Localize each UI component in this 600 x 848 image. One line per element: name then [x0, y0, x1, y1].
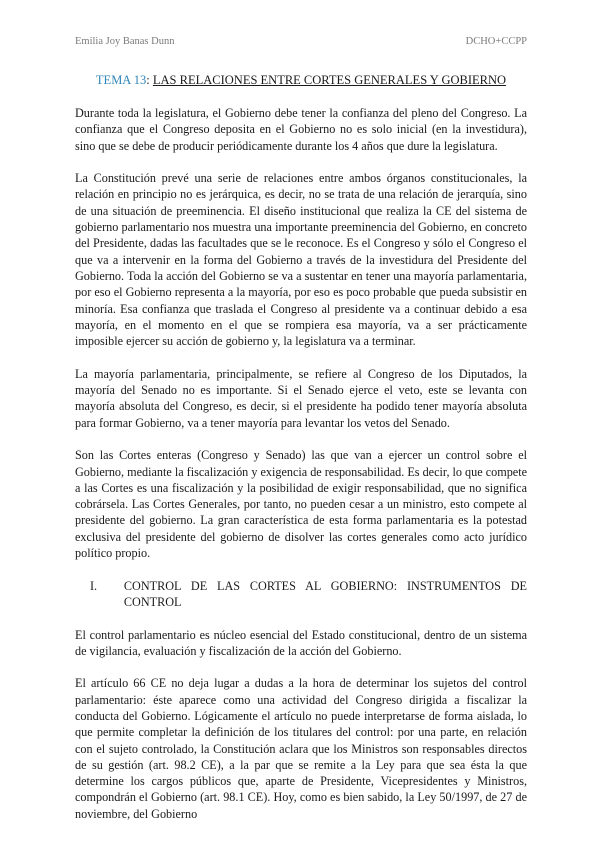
paragraph: El control parlamentario es núcleo esencial del Estado constitucional, dentro de un sistema de vigilancia, evaluación y fiscalización de la acción del Gobierno.: [75, 627, 527, 658]
header-author: Emilia Joy Banas Dunn: [75, 36, 175, 47]
document-body: [75, 105, 527, 838]
paragraph: Durante toda la legislatura, el Gobierno debe tener la confianza del pleno del Congreso. La confianza que el Congreso deposita en el Gobierno no es solo inicial (en la investidura), sino que se debe de producir periódicamente durante los 4 años que dure la legislatura.: [75, 106, 527, 153]
paragraph: Son las Cortes enteras (Congreso y Senado) las que van a ejercer un control sobre el Gobierno, mediante la fiscalización y exigencia de responsabilidad. Es decir, lo que compete a las Cortes es una fiscalización y la posibilidad de exigir responsabilidad, que no significa cobrársela. Las Cortes Generales, por tanto, no pueden cesar a un ministro, esto compete al presidente del gobierno. La gran característica de esta forma parlamentaria es la potestad exclusiva del presidente del gobierno de disolver las cortes generales como acto jurídico político propio.: [75, 448, 527, 561]
title-text: LAS RELACIONES ENTRE CORTES GENERALES Y GOBIERNO: [152, 73, 507, 87]
page-header: [75, 36, 527, 50]
page-title: [75, 72, 527, 88]
section-heading: [75, 578, 527, 611]
paragraph: La Constitución prevé una serie de relaciones entre ambos órganos constitucionales, la relación en principio no es jerárquica, es decir, no se trata de una relación de jerarquía, sino de una situación de preeminencia. El diseño institucional que realiza la CE del sistema de gobierno parlamentario nos muestra una importante preeminencia del Gobierno, en concreto del Presidente, dadas las facultades que se le reconoce. Es el Congreso y sólo el Congreso el que va a intervenir en la forma del Gobierno a través de la investidura del Presidente del Gobierno. Toda la acción del Gobierno se va a sustentar en tener una mayoría parlamentaria, por eso el Gobierno representa a la mayoría, por eso es poco probable que pueda subsistir en minoría. Esa confianza que traslada el Congreso al presidente va a continuar debido a esa mayoría, en el momento en el que se rompiera esa mayoría, va a ser prácticamente imposible ejercer su acción de gobierno y, la legislatura va a terminar.: [75, 171, 527, 349]
title-separator: :: [146, 73, 153, 87]
paragraph: El artículo 66 CE no deja lugar a dudas a la hora de determinar los sujetos del control parlamentario: éste aparece como una actividad del Congreso dirigida a fiscalizar la conducta del Gobierno. Lógicamente el artículo no puede interpretarse de forma aislada, lo que permite completar la definición de los titulares del control: por una parte, en relación con el sujeto controlado, la Constitución aclara que los Ministros son responsables directos de su gestión (art. 98.2 CE), a la par que se remite a la Ley para que sea ésta la que determine los cargos públicos que, aparte de Presidente, Vicepresidentes y Ministros, compondrán el Gobierno (art. 98.1 CE). Hoy, como es bien sabido, la Ley 50/1997, de 27 de noviembre, del Gobierno: [75, 676, 527, 821]
paragraph: La mayoría parlamentaria, principalmente, se refiere al Congreso de los Diputados, la mayoría del Senado no es importante. Si el Senado ejerce el veto, este se levanta con mayoría absoluta del Congreso, es decir, si el presidente ha podido tener mayoría absoluta para formar Gobierno, va a tener mayoría para levantar los vetos del Senado.: [75, 366, 527, 430]
title-label: TEMA 13: [95, 73, 147, 87]
header-course: DCHO+CCPP: [465, 36, 527, 47]
section-number: I.: [90, 578, 98, 593]
section-title: CONTROL DE LAS CORTES AL GOBIERNO: INSTRUMENTOS DE CONTROL: [123, 578, 527, 609]
